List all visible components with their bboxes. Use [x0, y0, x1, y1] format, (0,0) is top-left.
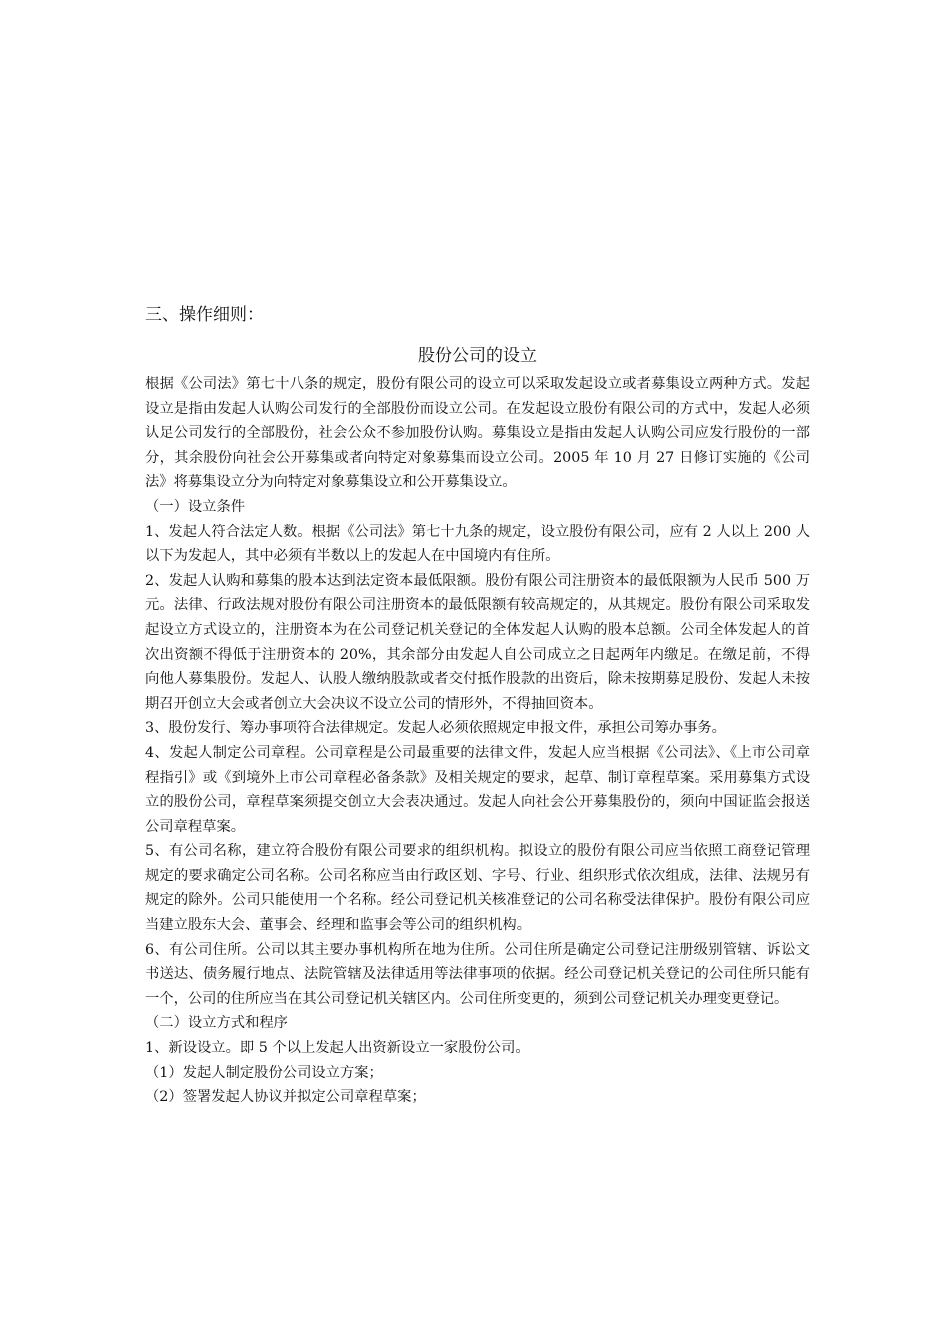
paragraph-intro: 根据《公司法》第七十八条的规定，股份有限公司的设立可以采取发起设立或者募集设立两种方式。发起设立是指由发起人认购公司发行的全部股份而设立公司。在发起设立股份有限公司的方式中，发起人必须认足公司发行的全部股份，社会公众不参加股份认购。募集设立是指由发起人认购公司应发行股份的一部分，其余股份向社会公开募集或者向特定对象募集而设立公司。2005 年 10 月 27 日修订实施的《公司法》将募集设立分为向特定对象募集设立和公开募集设立。	[145, 376, 810, 491]
paragraph-method-1: 1、新设设立。即 5 个以上发起人出资新设立一家股份公司。	[145, 1040, 530, 1057]
document-page	[145, 0, 810, 1344]
paragraph-condition-5: 5、有公司名称，建立符合股份有限公司要求的组织机构。拟设立的股份有限公司应当依照工商登记管理规定的要求确定公司名称。公司名称应当由行政区划、字号、行业、组织形式依次组成，法律、法规另有规定的除外。公司只能使用一个名称。经公司登记机关核准登记的公司名称受法律保护。股份有限公司应当建立股东大会、董事会、经理和监事会等公司的组织机构。	[145, 843, 810, 934]
paragraph-condition-3: 3、股份发行、筹办事项符合法律规定。发起人必须依照规定申报文件，承担公司筹办事务。	[145, 720, 726, 737]
document-body	[145, 372, 810, 1110]
section-heading: 三、操作细则：	[145, 305, 264, 325]
document-title: 股份公司的设立	[418, 346, 537, 366]
paragraph-condition-2: 2、发起人认购和募集的股本达到法定资本最低限额。股份有限公司注册资本的最低限额为人民币 500 万元。法律、行政法规对股份有限公司注册资本的最低限额有较高规定的，从其规定。股份有限公司采取发起设立方式设立的，注册资本为在公司登记机关登记的全体发起人认购的股本总额。公司全体发起人的首次出资额不得低于注册资本的 20%，其余部分由发起人自公司成立之日起两年内缴足。在缴足前，不得向他人募集股份。发起人、认股人缴纳股款或者交付抵作股款的出资后，除未按期募足股份、发起人未按期召开创立大会或者创立大会决议不设立公司的情形外，不得抽回资本。	[145, 572, 810, 712]
subheading-conditions: （一）设立条件	[145, 498, 246, 515]
paragraph-condition-1: 1、发起人符合法定人数。根据《公司法》第七十九条的规定，设立股份有限公司，应有 2 人以上 200 人以下为发起人，其中必须有半数以上的发起人在中国境内有住所。	[145, 523, 810, 565]
paragraph-step-2: （2）签署发起人协议并拟定公司章程草案；	[145, 1089, 426, 1106]
subheading-methods: （二）设立方式和程序	[145, 1015, 288, 1032]
paragraph-condition-4: 4、发起人制定公司章程。公司章程是公司最重要的法律文件，发起人应当根据《公司法》、《上市公司章程指引》或《到境外上市公司章程必备条款》及相关规定的要求，起草、制订章程草案。采用募集方式设立的股份公司，章程草案须提交创立大会表决通过。发起人向社会公开募集股份的，须向中国证监会报送公司章程草案。	[145, 744, 810, 835]
paragraph-condition-6: 6、有公司住所。公司以其主要办事机构所在地为住所。公司住所是确定公司登记注册级别管辖、诉讼文书送达、债务履行地点、法院管辖及法律适用等法律事项的依据。经公司登记机关登记的公司住所只能有一个，公司的住所应当在其公司登记机关辖区内。公司住所变更的，须到公司登记机关办理变更登记。	[145, 941, 810, 1007]
paragraph-step-1: （1）发起人制定股份公司设立方案；	[145, 1064, 383, 1081]
